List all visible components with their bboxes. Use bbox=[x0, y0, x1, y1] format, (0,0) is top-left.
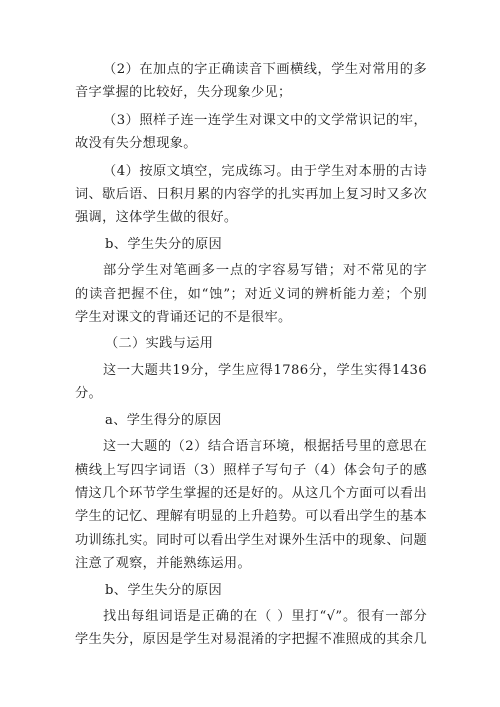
paragraph-fill-in-text: （4）按原文填空，完成练习。由于学生对本册的古诗词、歇后语、日积月累的内容学的扎实再加上复习时又多次强调，这体学生做的很好。 bbox=[75, 163, 427, 226]
paragraph-score-summary: 这一大题共19分，学生应得1786分，学生实得1436分。 bbox=[75, 362, 427, 402]
paragraph-loss-details-2: 找出每组词语是正确的在（ ）里打“√”。很有一部分学生失分，原因是学生对易混淆的字把握不准照成的其余几 bbox=[75, 608, 427, 648]
paragraph-matching-exercise: （3）照样子连一连学生对课文中的文学常识记的牢，故没有失分想现象。 bbox=[75, 112, 427, 152]
paragraph-multi-tone-chars: （2）在加点的字正确读音下画横线，学生对常用的多音字掌握的比较好，失分现象少见； bbox=[75, 62, 427, 101]
heading-loss-reasons-1: b、学生失分的原因 bbox=[105, 236, 223, 252]
document-page bbox=[75, 58, 427, 652]
heading-score-reasons: a、学生得分的原因 bbox=[105, 412, 222, 428]
paragraph-loss-details-1: 部分学生对笔画多一点的字容易写错；对不常见的字的读音把握不住，如“蚀”；对近义词的辨析能力差；个别学生对课文的背诵还记的不是很牢。 bbox=[75, 263, 427, 326]
heading-loss-reasons-2: b、学生失分的原因 bbox=[105, 582, 223, 598]
paragraph-score-details: 这一大题的（2）结合语言环境，根据括号里的意思在横线上写四字词语（3）照样子写句子（4）体会句子的感情这几个环节学生掌握的还是好的。从这几个方面可以看出学生的记忆、理解有明显的上升趋势。可以看出学生的基本功训练扎实。同时可以看出学生对课外生活中的现象、问题注意了观察，并能熟练运用。 bbox=[75, 439, 427, 572]
heading-practice-and-use: （二）实践与运用 bbox=[105, 336, 214, 352]
